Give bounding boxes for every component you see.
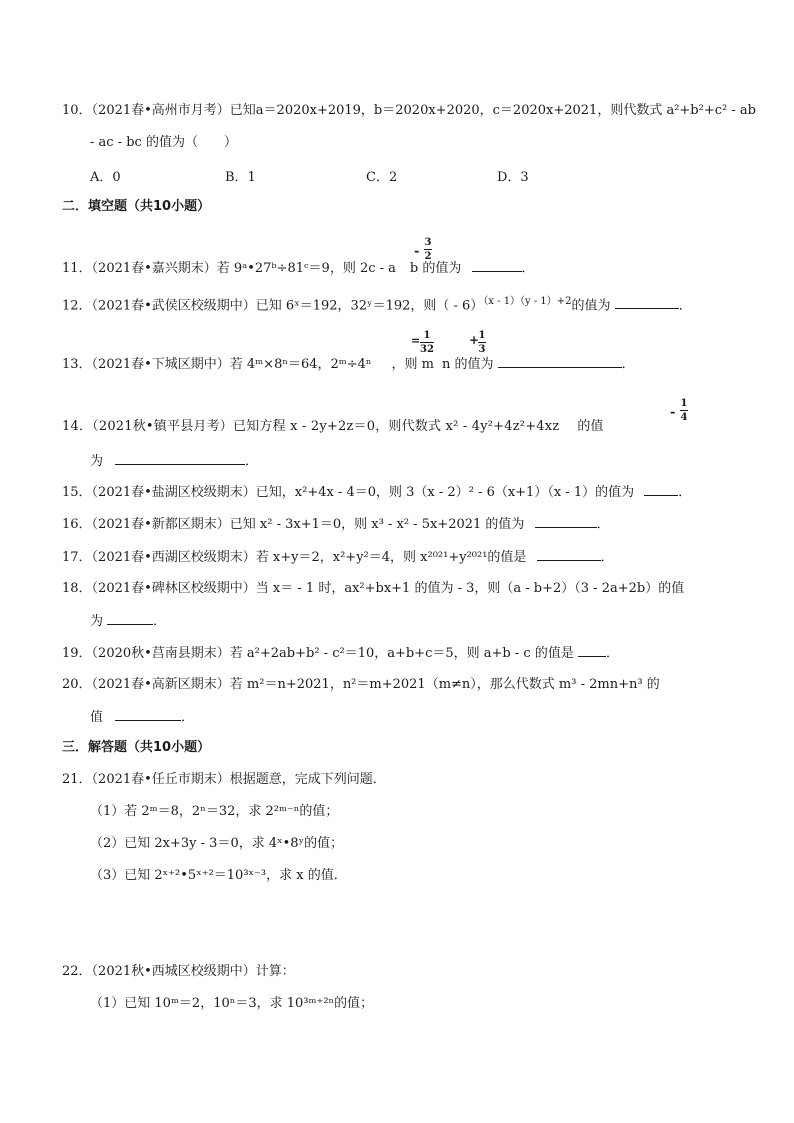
q15-answer-blank[interactable] — [644, 483, 678, 496]
question-16: 16．（2021春•新都区期末）已知 x² - 3x+1＝0，则 x³ - x² - 5x+2021 的值为 ． — [62, 517, 610, 532]
question-14-line-1: 14．（2021秋•镇平县月考）已知方程 x - 2y+2z＝0，则代数式 x² - 4y²+4z²+4xz 的值 — [62, 419, 604, 434]
q14-exponent-fraction — [670, 398, 688, 423]
q12-answer-blank[interactable] — [615, 296, 679, 309]
question-10-line-1: 10．（2021春•高州市月考）已知a＝2020x+2019，b＝2020x+2020，c＝2020x+2021，则代数式 a²+b²+c² - ab — [62, 103, 756, 118]
q11-answer-blank[interactable] — [472, 259, 522, 272]
question-21-part-2: （2）已知 2x+3y - 3＝0，求 4ˣ•8ʸ的值； — [90, 836, 344, 851]
section-solve-heading: 三．解答题（共10小题） — [62, 740, 211, 755]
q12-exponent: （x - 1）（y - 1）+2 — [483, 296, 572, 307]
question-18-line-1: 18．（2021春•碑林区校级期中）当 x＝ - 1 时，ax²+bx+1 的值为 - 3，则（a - b+2）（3 - 2a+2b）的值 — [62, 581, 685, 596]
q13-denominator: 32 — [420, 344, 434, 355]
q14-answer-blank[interactable] — [115, 452, 245, 465]
question-21: 21．（2021春•任丘市期末）根据题意，完成下列问题． — [62, 772, 386, 787]
question-17: 17．（2021春•西湖区校级期末）若 x+y＝2，x²+y²＝4，则 x²⁰²¹+y²⁰²¹的值是 ． — [62, 550, 614, 565]
question-19: 19．（2020秋•莒南县期末）若 a²+2ab+b² - c²＝10，a+b+c＝5，则 a+b - c 的值是 ． — [62, 646, 619, 661]
q13-numerator-2: 1 — [478, 330, 486, 341]
choice-c: C．2 — [366, 170, 398, 185]
q19-answer-blank[interactable] — [578, 644, 606, 657]
q13-rhs-fraction — [411, 330, 434, 355]
choice-a: A．0 — [90, 170, 121, 185]
question-18-line-2: 为 ． — [90, 614, 167, 629]
choice-d: D．3 — [497, 170, 529, 185]
q14-numerator: 1 — [680, 398, 688, 409]
q13-denominator-2: 3 — [478, 344, 486, 355]
question-12: 12．（2021春•武侯区校级期中）已知 6ˣ＝192，32ʸ＝192，则（ - 6）$^{(x - 1)(y - 1)+2}$的值为 ． — [62, 296, 692, 314]
question-15: 15．（2021春•盐湖区校级期末）已知，x²+4x - 4＝0，则 3（x - 2）² - 6（x+1）（x - 1）的值为 ． — [62, 485, 692, 500]
question-14-line-2: 为 ． — [90, 454, 259, 469]
q11-numerator: 3 — [424, 237, 432, 248]
q18-answer-blank[interactable] — [107, 612, 153, 625]
q13-answer-blank[interactable] — [498, 355, 622, 368]
q20-answer-blank[interactable] — [115, 708, 181, 721]
q14-denominator: 4 — [680, 412, 688, 423]
q14-minus: - — [670, 405, 676, 420]
question-22-part-1: （1）已知 10ᵐ＝2，10ⁿ＝3，求 10³ᵐ⁺²ⁿ的值； — [90, 996, 374, 1011]
q13-exponent-fraction — [469, 330, 486, 355]
q13-equals: = — [411, 334, 421, 347]
question-22: 22．（2021秋•西城区校级期中）计算： — [62, 964, 295, 979]
q13-plus: + — [469, 333, 480, 347]
question-20-line-1: 20．（2021春•高新区期末）若 m²＝n+2021，n²＝m+2021（m≠n），那么代数式 m³ - 2mn+n³ 的 — [62, 677, 660, 692]
question-11: 11．（2021春•嘉兴期末）若 9ᵃ•27ᵇ÷81ᶜ＝9，则 2c - a b 的值为 ． — [62, 261, 535, 276]
q13-numerator: 1 — [423, 330, 431, 341]
section-fill-in-heading: 二．填空题（共10小题） — [62, 199, 211, 214]
q17-answer-blank[interactable] — [537, 548, 601, 561]
choice-b: B．1 — [225, 170, 256, 185]
question-10-line-2: - ac - bc 的值为（ ） — [90, 135, 237, 150]
q11-minus: - — [414, 244, 420, 259]
question-21-part-1: （1）若 2ᵐ＝8，2ⁿ＝32，求 2²ᵐ⁻ⁿ的值； — [90, 804, 339, 819]
question-21-part-3: （3）已知 2ˣ⁺²•5ˣ⁺²＝10³ˣ⁻³，求 x 的值． — [90, 868, 347, 883]
q11-denominator: 2 — [424, 251, 432, 262]
question-13: 13．（2021春•下城区期中）若 4ᵐ×8ⁿ＝64，2ᵐ÷4ⁿ ，则 m n 的值为 ． — [62, 357, 635, 372]
q16-answer-blank[interactable] — [535, 515, 597, 528]
question-20-line-2: 值 ． — [90, 710, 195, 725]
